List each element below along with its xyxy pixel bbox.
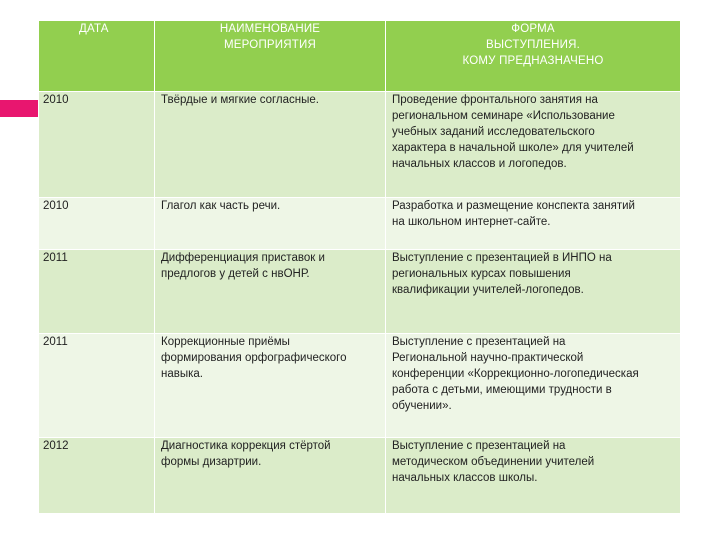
header-date — [39, 21, 155, 92]
form-text: Проведение фронтального занятия на — [392, 94, 598, 106]
header-event — [155, 21, 386, 92]
header-date-label: ДАТА — [79, 23, 109, 35]
header-form-line: ВЫСТУПЛЕНИЯ. — [485, 39, 581, 51]
event-text: Диагностика коррекция стёртой — [161, 440, 331, 452]
form-cell — [386, 198, 681, 250]
event-text: Твёрдые и мягкие согласные. — [161, 94, 319, 106]
table-row — [39, 438, 681, 514]
form-text: учебных заданий исследовательского — [392, 126, 595, 138]
event-text: предлогов у детей с нвОНР. — [161, 268, 310, 280]
event-cell — [155, 334, 386, 438]
header-row — [39, 21, 681, 92]
event-text: Глагол как часть речи. — [161, 200, 281, 212]
form-cell — [386, 438, 681, 514]
year-text: 2010 — [43, 94, 69, 106]
year-text: 2012 — [43, 440, 69, 452]
form-text: обучении». — [392, 400, 452, 412]
events-table — [38, 20, 681, 514]
form-cell — [386, 334, 681, 438]
form-text: Выступление с презентацией в ИНПО на — [392, 252, 612, 264]
form-text: начальных классов и логопедов. — [392, 158, 567, 170]
year-cell — [39, 92, 155, 198]
accent-bar — [0, 100, 38, 117]
form-text: на школьном интернет-сайте. — [392, 216, 551, 228]
form-text: региональных курсах повышения — [392, 268, 571, 280]
header-form-line: КОМУ ПРЕДНАЗНАЧЕНО — [462, 55, 604, 67]
form-text: Разработка и размещение конспекта занятий — [392, 200, 635, 212]
table-row — [39, 198, 681, 250]
form-text: конференции «Коррекционно-логопедическая — [392, 368, 639, 380]
form-cell — [386, 250, 681, 334]
year-cell — [39, 334, 155, 438]
form-text: Выступление с презентацией на — [392, 336, 566, 348]
form-text: Региональной научно-практической — [392, 352, 584, 364]
form-text: характера в начальной школе» для учителей — [392, 142, 634, 154]
form-text: региональном семинаре «Использование — [392, 110, 615, 122]
form-cell — [386, 92, 681, 198]
year-cell — [39, 198, 155, 250]
form-text: методическом объединении учителей — [392, 456, 595, 468]
header-form-line: ФОРМА — [511, 23, 555, 35]
table-row — [39, 250, 681, 334]
header-event-line: НАИМЕНОВАНИЕ — [219, 23, 321, 35]
form-text: начальных классов школы. — [392, 472, 538, 484]
header-form — [386, 21, 681, 92]
event-text: навыка. — [161, 368, 203, 380]
year-text: 2011 — [43, 252, 68, 264]
form-text: Выступление с презентацией на — [392, 440, 566, 452]
event-cell — [155, 198, 386, 250]
table-row — [39, 334, 681, 438]
header-event-line: МЕРОПРИЯТИЯ — [224, 39, 316, 51]
event-text: формы дизартрии. — [161, 456, 262, 468]
event-cell — [155, 438, 386, 514]
year-cell — [39, 438, 155, 514]
year-text: 2011 — [43, 336, 68, 348]
year-text: 2010 — [43, 200, 69, 212]
event-cell — [155, 250, 386, 334]
year-cell — [39, 250, 155, 334]
event-text: Коррекционные приёмы — [161, 336, 290, 348]
table-row — [39, 92, 681, 198]
event-cell — [155, 92, 386, 198]
event-text: формирования орфографического — [161, 352, 347, 364]
form-text: работа с детьми, имеющими трудности в — [392, 384, 612, 396]
form-text: квалификации учителей-логопедов. — [392, 284, 584, 296]
event-text: Дифференциация приставок и — [161, 252, 325, 264]
